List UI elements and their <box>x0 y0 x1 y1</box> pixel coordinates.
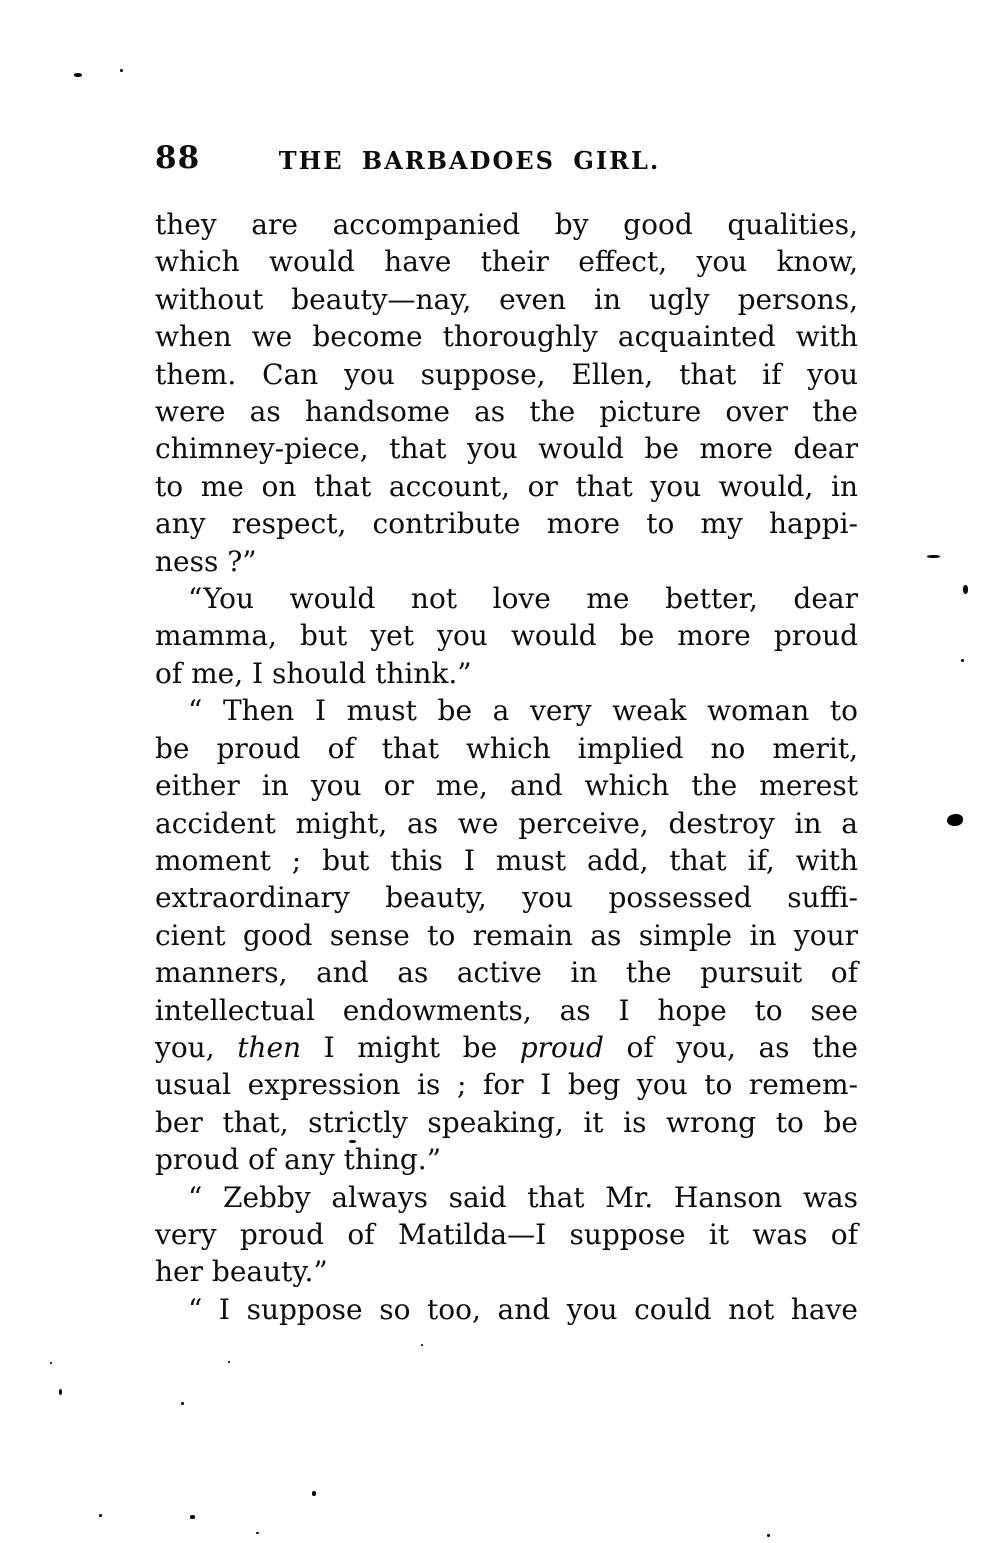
text-segment: any respect, contribute more to my happi- <box>155 507 858 541</box>
scan-speck <box>961 659 964 662</box>
scan-speck <box>228 1361 230 1363</box>
text-line <box>155 842 858 879</box>
text-segment: of me, I should think.” <box>155 656 472 690</box>
text-line <box>155 992 858 1029</box>
text-segment: her beauty.” <box>155 1255 328 1289</box>
scan-speck <box>181 1402 184 1405</box>
page-header <box>155 141 858 181</box>
text-segment: I might be <box>301 1030 520 1064</box>
text-segment: accident might, as we perceive, destroy in a <box>155 806 858 840</box>
text-line <box>155 805 858 842</box>
text-line <box>155 281 858 318</box>
text-segment: cient good sense to remain as simple in your <box>155 918 858 952</box>
running-title: THE BARBADOES GIRL. <box>278 146 661 175</box>
paragraph <box>155 1179 858 1291</box>
text-segment: mamma, but yet you would be more proud <box>155 619 858 653</box>
text-segment: usual expression is ; for I beg you to remem- <box>155 1068 858 1102</box>
text-segment: proud of any thing.” <box>155 1143 442 1177</box>
scan-speck <box>421 1344 423 1346</box>
scan-speck <box>767 1534 770 1537</box>
paragraph <box>155 1291 858 1328</box>
scan-speck <box>99 1514 102 1517</box>
scan-speck <box>256 1532 259 1534</box>
text-segment: were as handsome as the picture over the <box>155 395 858 429</box>
text-line <box>155 1029 858 1066</box>
text-segment: be proud of that which implied no merit, <box>155 731 858 765</box>
text-line <box>155 617 858 654</box>
italic-text: proud <box>519 1030 604 1064</box>
text-line <box>155 543 858 580</box>
text-line <box>155 1104 858 1141</box>
text-segment: manners, and as active in the pursuit of <box>155 956 858 990</box>
text-segment: “You would not love me better, dear <box>188 582 858 616</box>
scan-speck <box>947 814 963 826</box>
text-line <box>155 1216 858 1253</box>
paragraph <box>155 580 858 692</box>
text-segment: to me on that account, or that you would, in <box>155 469 858 503</box>
text-line <box>155 430 858 467</box>
scan-speck <box>74 73 82 77</box>
text-segment: which would have their effect, you know, <box>155 245 858 279</box>
text-line <box>155 1179 858 1216</box>
scan-speck <box>120 69 123 72</box>
paragraph <box>155 206 858 580</box>
scan-speck <box>312 1491 316 1496</box>
text-segment: when we become thoroughly acquainted with <box>155 320 858 354</box>
text-segment: very proud of Matilda—I suppose it was of <box>155 1217 858 1251</box>
text-segment: you, <box>155 1030 238 1064</box>
text-segment: “ I suppose so too, and you could not have <box>188 1292 858 1326</box>
text-segment: moment ; but this I must add, that if, with <box>155 843 858 877</box>
text-line <box>155 356 858 393</box>
text-line <box>155 730 858 767</box>
scan-speck <box>349 1140 356 1143</box>
scan-speck <box>50 1362 52 1364</box>
text-line <box>155 468 858 505</box>
text-line <box>155 879 858 916</box>
text-segment: of you, as the <box>603 1030 858 1064</box>
text-segment: they are accompanied by good qualities, <box>155 208 858 241</box>
text-segment: chimney-piece, that you would be more dear <box>155 432 858 466</box>
text-line <box>155 1291 858 1328</box>
text-line <box>155 318 858 355</box>
text-segment: without beauty—nay, even in ugly persons, <box>155 282 858 316</box>
paragraph <box>155 692 858 1178</box>
text-segment: “ Zebby always said that Mr. Hanson was <box>188 1180 858 1214</box>
text-line <box>155 580 858 617</box>
text-line <box>155 692 858 729</box>
text-body <box>155 206 858 1328</box>
scan-speck <box>190 1515 195 1519</box>
scan-speck <box>59 1389 62 1395</box>
text-segment: ness ?” <box>155 544 257 578</box>
text-line <box>155 954 858 991</box>
text-line <box>155 243 858 280</box>
text-line <box>155 1141 858 1178</box>
text-line <box>155 1253 858 1290</box>
text-line <box>155 505 858 542</box>
text-line <box>155 206 858 243</box>
text-line <box>155 655 858 692</box>
text-segment: extraordinary beauty, you possessed suffi- <box>155 881 858 915</box>
page-number: 88 <box>155 140 201 176</box>
scan-speck <box>927 555 940 558</box>
text-segment: “ Then I must be a very weak woman to <box>188 694 858 728</box>
text-line <box>155 1066 858 1103</box>
text-segment: them. Can you suppose, Ellen, that if you <box>155 357 858 391</box>
text-line <box>155 393 858 430</box>
scan-speck <box>963 585 968 594</box>
italic-text: then <box>237 1030 302 1064</box>
text-line <box>155 917 858 954</box>
text-segment: either in you or me, and which the merest <box>155 769 858 803</box>
text-segment: intellectual endowments, as I hope to see <box>155 993 858 1027</box>
text-line <box>155 767 858 804</box>
text-segment: ber that, strictly speaking, it is wrong to be <box>155 1105 858 1139</box>
